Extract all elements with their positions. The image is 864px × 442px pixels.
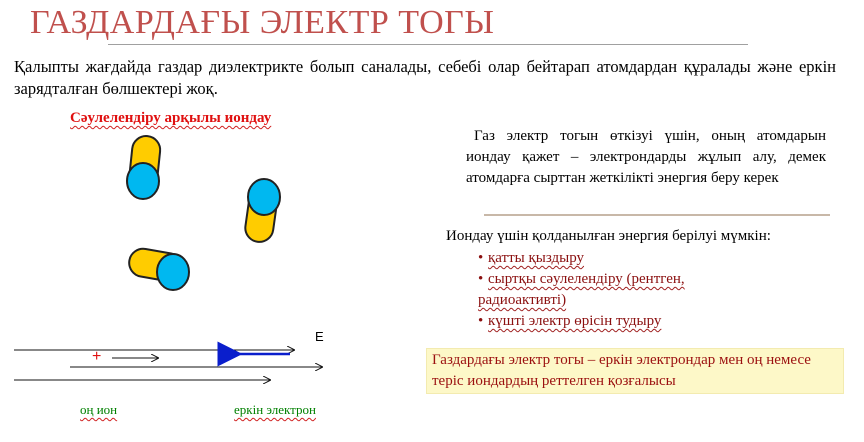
particle-2 [244,179,280,244]
free-electron-label: еркін электрон [234,402,316,417]
energy-heading: Иондау үшін қолданылған энергия берілуі мүмкін: [446,228,771,244]
list-item [478,248,818,269]
list-item-continuation [478,290,818,311]
list-item [478,311,818,332]
particle-1 [127,135,162,199]
bullet-icon: • [478,250,484,266]
definition-text: Газдардағы электр тогы – еркін электрондар мен оң немесе теріс иондардың реттелген қозғалысы [432,352,811,389]
list-item-text: күшті электр өрісін тудыру [488,313,662,329]
list-item [478,269,818,290]
positive-ion-sign: + [92,348,102,365]
radiation-ionization-heading: Сәулелендіру арқылы иондау [70,110,272,126]
list-item-text: сыртқы сәулелендіру (рентген, [488,271,685,287]
list-item-text: радиоактивті) [478,292,567,308]
field-label: E [315,329,324,344]
positive-ion-label: оң ион [80,402,118,417]
right-divider [484,214,830,216]
ionization-explanation: Газ электр тогын өткізуі үшін, оның атомдарын иондау қажет – электрондарды жұлып алу, демек атомдарға сырттан жеткілікті энергия беру керек [466,128,826,186]
intro-paragraph: Қалыпты жағдайда газдар диэлектрикте болып саналады, себебі олар бейтарап атомдардан құралады және еркін зарядталған бөлшектері жоқ. [14,57,836,98]
slide-title: ГАЗДАРДАҒЫ ЭЛЕКТР ТОГЫ [30,4,495,41]
bullet-icon: • [478,313,484,329]
list-item-text: қатты қыздыру [488,250,585,266]
particle-3 [127,247,189,290]
energy-list [478,248,818,332]
bullet-icon: • [478,271,484,287]
